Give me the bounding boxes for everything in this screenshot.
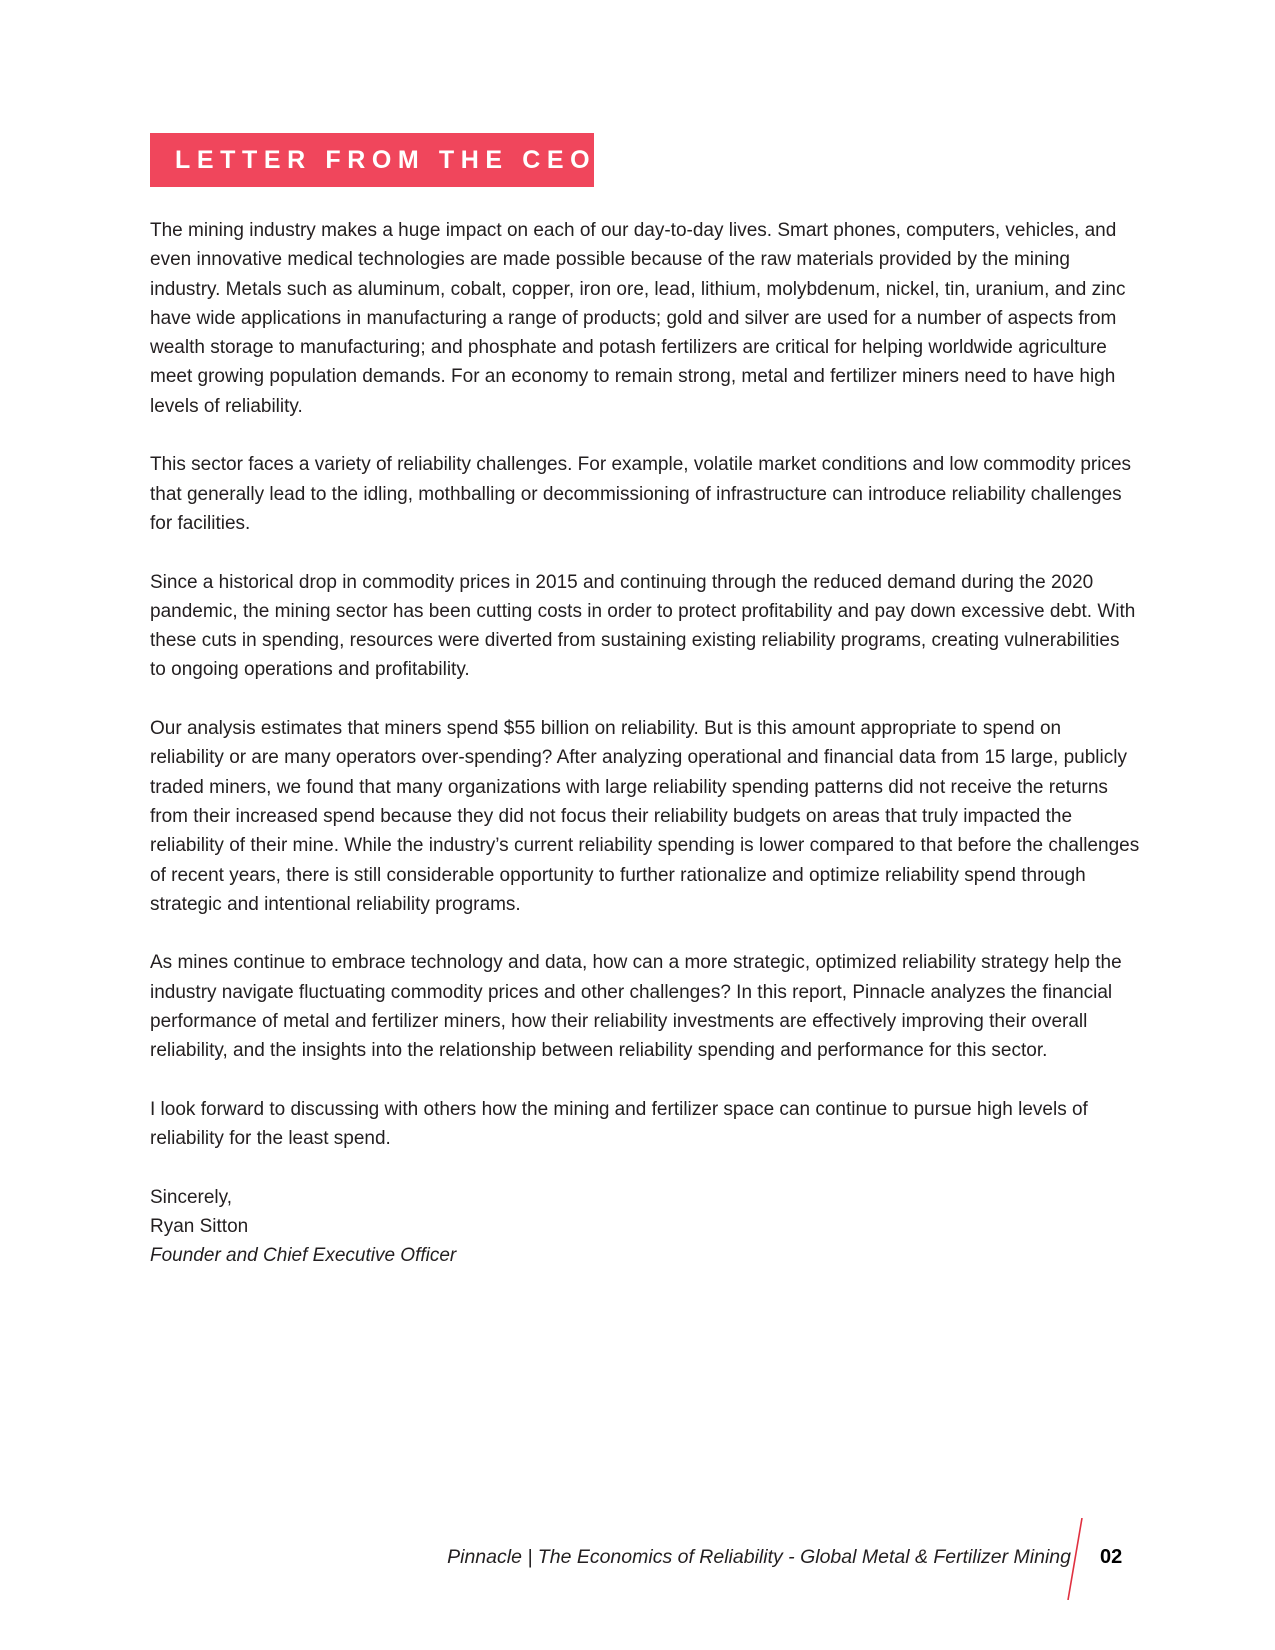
signer-title: Founder and Chief Executive Officer	[150, 1245, 457, 1267]
signer-name: Ryan Sitton	[150, 1216, 249, 1238]
section-heading-banner	[150, 133, 597, 187]
footer-divider-line	[1060, 1518, 1090, 1600]
letter-paragraph: The mining industry makes a huge impact on each of our day-to-day lives. Smart phones, computers, vehicles, and even innovative medical technologies are made possible because of the raw materials provided by the mining industry. Metals such as aluminum, cobalt, copper, iron ore, lead, lithium, molybdenum, nickel, tin, uranium, and zinc have wide applications in manufacturing a range of products; gold and silver are used for a number of aspects from wealth storage to manufacturing; and phosphate and potash fertilizers are critical for helping worldwide agriculture meet growing population demands. For an economy to remain strong, metal and fertilizer miners need to have high levels of reliability.	[150, 220, 1126, 417]
letter-body	[150, 216, 1140, 1271]
letter-paragraph: I look forward to discussing with others how the mining and fertilizer space can continue to pursue high levels of reliability for the least spend.	[150, 1098, 1088, 1150]
page-number: 02	[1100, 1546, 1123, 1568]
footer-running-title: Pinnacle | The Economics of Reliability - Global Metal & Fertilizer Mining	[447, 1546, 1071, 1568]
letter-paragraph: This sector faces a variety of reliability challenges. For example, volatile market conditions and low commodity prices that generally lead to the idling, mothballing or decommissioning of infrastructure can introduce reliability challenges for facilities.	[150, 454, 1132, 534]
closing-salutation: Sincerely,	[150, 1186, 233, 1208]
section-title: LETTER FROM THE CEO	[175, 145, 597, 174]
letter-paragraph: Since a historical drop in commodity prices in 2015 and continuing through the reduced demand during the 2020 pandemic, the mining sector has been cutting costs in order to protect profitability and pay down excessive debt. With these cuts in spending, resources were diverted from sustaining existing reliability programs, creating vulnerabilities to ongoing operations and profitability.	[150, 571, 1136, 681]
letter-paragraph: As mines continue to embrace technology and data, how can a more strategic, optimized reliability strategy help the industry navigate fluctuating commodity prices and other challenges? In this report, Pinnacle analyzes the financial performance of metal and fertilizer miners, how their reliability investments are effectively improving their overall reliability, and the insights into the relationship between reliability spending and performance for this sector.	[150, 952, 1122, 1062]
signature-block	[150, 1183, 1140, 1271]
letter-paragraph: Our analysis estimates that miners spend $55 billion on reliability. But is this amount appropriate to spend on reliability or are many operators over-spending? After analyzing operational and financial data from 15 large, publicly traded miners, we found that many organizations with large reliability spending patterns did not receive the returns from their increased spend because they did not focus their reliability budgets on areas that truly impacted the reliability of their mine. While the industry’s current reliability spending is lower compared to that before the challenges of recent years, there is still considerable opportunity to further rationalize and optimize reliability spend through strategic and intentional reliability programs.	[150, 718, 1140, 915]
